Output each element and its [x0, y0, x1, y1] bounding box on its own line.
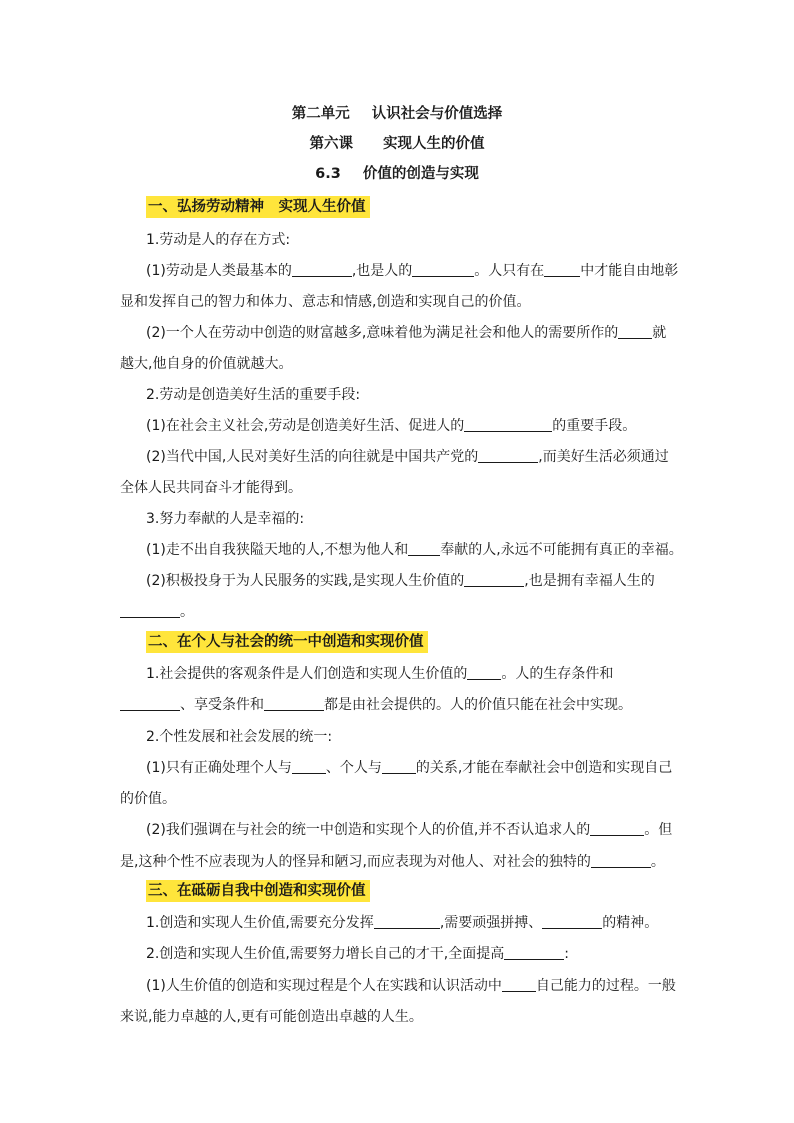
- fill-blank[interactable]: [478, 448, 538, 463]
- paragraph: 的价值。: [120, 791, 176, 807]
- fill-blank[interactable]: [542, 914, 602, 929]
- fill-blank[interactable]: [264, 696, 324, 711]
- paragraph: 越大,他自身的价值就越大。: [120, 356, 293, 372]
- paragraph: 1.创造和实现人生价值,需要充分发挥 ,需要顽强拼搏、 的精神。: [146, 915, 659, 931]
- fill-blank[interactable]: [374, 914, 440, 929]
- paragraph: 全体人民共同奋斗才能得到。: [120, 480, 302, 496]
- section-title: [0, 164, 794, 184]
- paragraph: 2.创造和实现人生价值,需要努力增长自己的才干,全面提高 :: [146, 946, 569, 962]
- fill-blank[interactable]: [292, 759, 326, 774]
- paragraph: (2)一个人在劳动中创造的财富越多,意味着他为满足社会和他人的需要所作的 就: [146, 325, 667, 341]
- paragraph: 显和发挥自己的智力和体力、意志和情感,创造和实现自己的价值。: [120, 294, 531, 310]
- section-heading-2: 二、在个人与社会的统一中创造和实现价值: [146, 631, 428, 653]
- lesson-title: [0, 134, 794, 154]
- paragraph: 1.劳动是人的存在方式:: [146, 232, 291, 248]
- fill-blank[interactable]: [464, 417, 552, 432]
- fill-blank[interactable]: [591, 853, 651, 868]
- section-title-text: 价值的创造与实现: [362, 166, 479, 182]
- fill-blank[interactable]: [292, 262, 352, 277]
- paragraph: 2.个性发展和社会发展的统一:: [146, 729, 333, 745]
- paragraph: (1)劳动是人类最基本的 ,也是人的 。人只有在 中才能自由地彰: [146, 263, 679, 279]
- paragraph: (2)积极投身于为人民服务的实践,是实现人生价值的 ,也是拥有幸福人生的: [146, 573, 655, 589]
- paragraph: 1.社会提供的客观条件是人们创造和实现人生价值的 。人的生存条件和: [146, 666, 614, 682]
- paragraph: 3.努力奉献的人是幸福的:: [146, 511, 305, 527]
- paragraph: (2)当代中国,人民对美好生活的向往就是中国共产党的 ,而美好生活必须通过: [146, 449, 669, 465]
- section-heading-3: 三、在砥砺自我中创造和实现价值: [146, 880, 370, 902]
- paragraph: (1)在社会主义社会,劳动是创造美好生活、促进人的 的重要手段。: [146, 418, 637, 434]
- unit-title: [0, 104, 794, 124]
- paragraph: (1)人生价值的创造和实现过程是个人在实践和认识活动中 自己能力的过程。一般: [146, 978, 676, 994]
- fill-blank[interactable]: [502, 977, 536, 992]
- lesson-title-text: 实现人生的价值: [383, 136, 485, 152]
- fill-blank[interactable]: [544, 262, 580, 277]
- paragraph: 是,这种个性不应表现为人的怪异和陋习,而应表现为对他人、对社会的独特的 。: [120, 854, 665, 870]
- section-heading-1: 一、弘扬劳动精神 实现人生价值: [146, 196, 370, 218]
- section-number: 6.3: [315, 166, 341, 182]
- fill-blank[interactable]: [464, 572, 524, 587]
- fill-blank[interactable]: [467, 665, 501, 680]
- unit-title-text: 认识社会与价值选择: [371, 106, 503, 122]
- paragraph: (2)我们强调在与社会的统一中创造和实现个人的价值,并不否认追求人的 。但: [146, 822, 673, 838]
- fill-blank[interactable]: [618, 324, 652, 339]
- fill-blank[interactable]: [504, 945, 564, 960]
- fill-blank[interactable]: [120, 696, 180, 711]
- paragraph: 。: [120, 602, 194, 622]
- paragraph: 来说,能力卓越的人,更有可能创造出卓越的人生。: [120, 1009, 423, 1025]
- fill-blank[interactable]: [590, 821, 644, 836]
- fill-blank[interactable]: [408, 541, 440, 556]
- paragraph: (1)只有正确处理个人与 、个人与 的关系,才能在奉献社会中创造和实现自己: [146, 760, 673, 776]
- unit-label: 第二单元: [291, 106, 350, 122]
- paragraph: (1)走不出自我狭隘天地的人,不想为他人和 奉献的人,永远不可能拥有真正的幸福。: [146, 542, 683, 558]
- paragraph: 、享受条件和 都是由社会提供的。人的价值只能在社会中实现。: [120, 695, 632, 715]
- fill-blank[interactable]: [382, 759, 416, 774]
- paragraph: 2.劳动是创造美好生活的重要手段:: [146, 387, 361, 403]
- lesson-label: 第六课: [309, 136, 353, 152]
- fill-blank[interactable]: [412, 262, 474, 277]
- fill-blank[interactable]: [120, 603, 180, 618]
